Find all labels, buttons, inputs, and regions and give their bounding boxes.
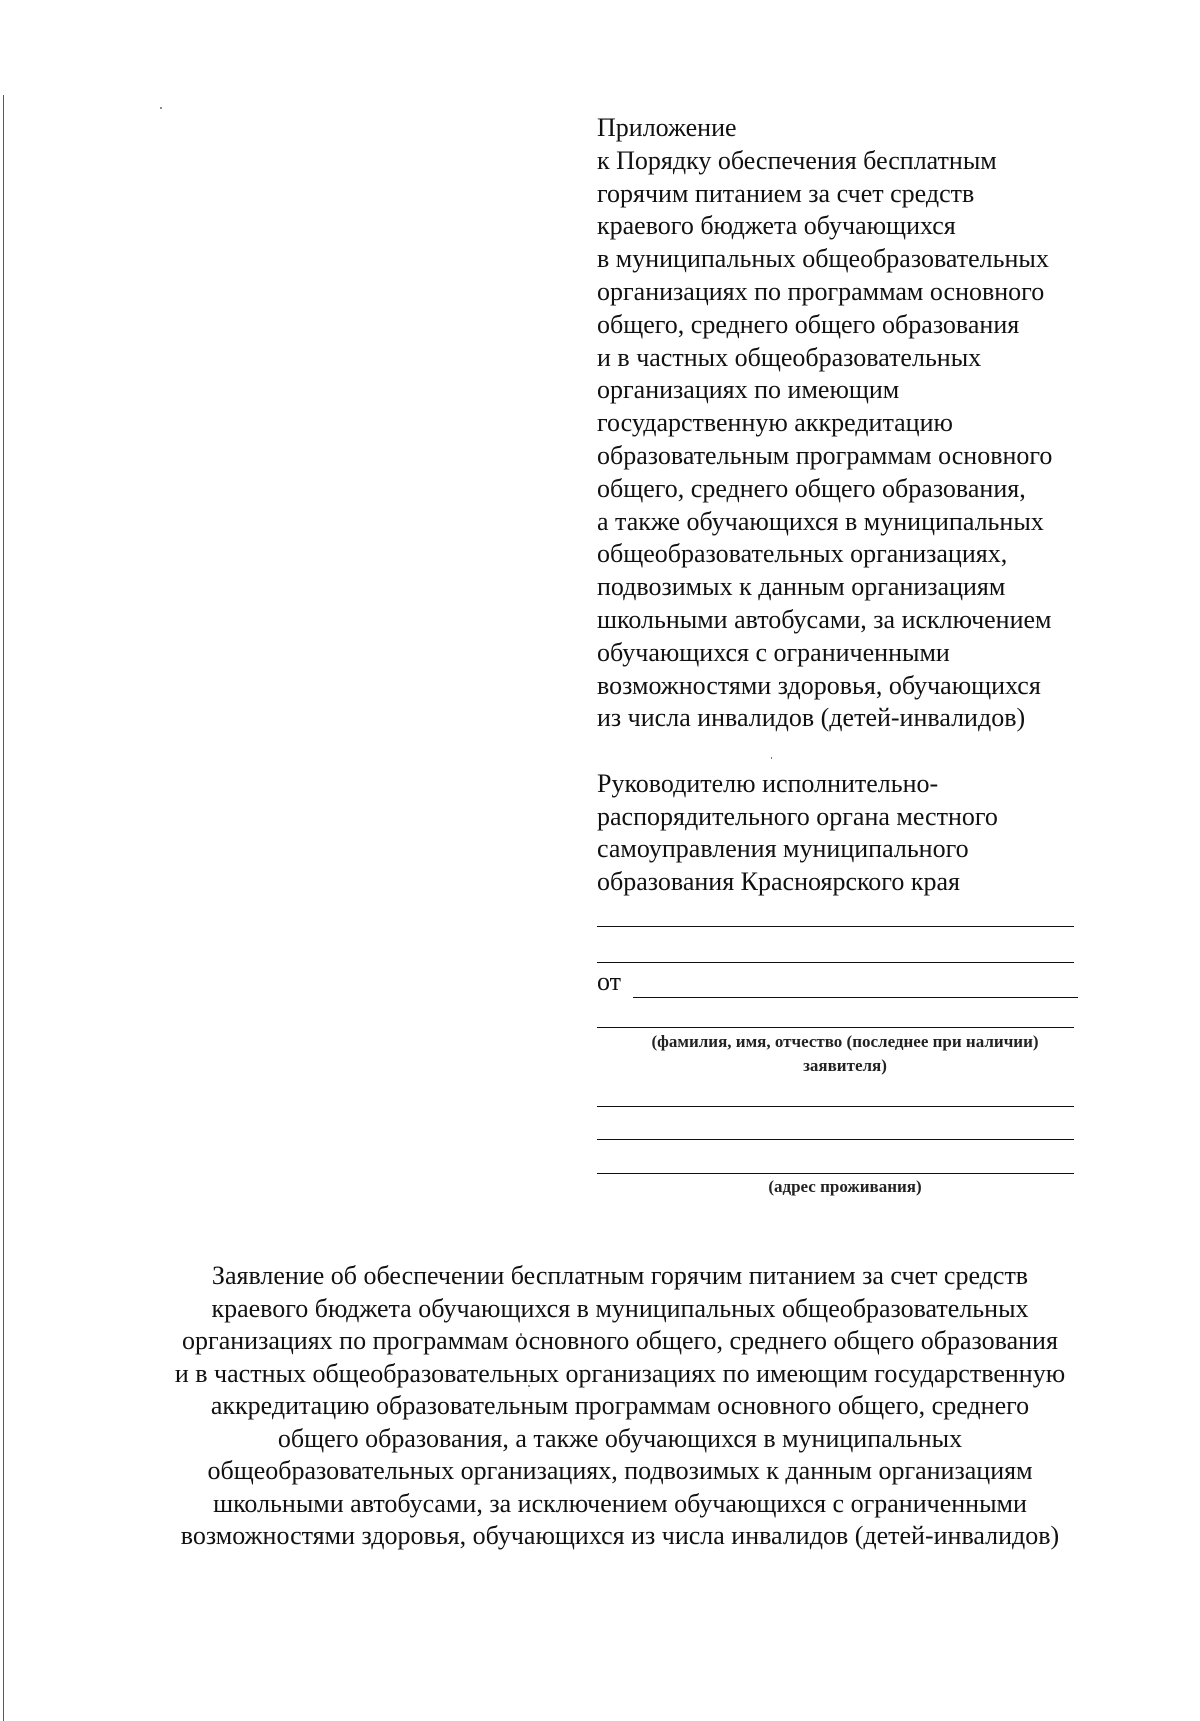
statement-line: краевого бюджета обучающихся в муниципальных общеобразовательных [211, 1293, 1029, 1323]
statement-line: Заявление об обеспечении бесплатным горячим питанием за счет средств [211, 1261, 1029, 1290]
address-blank-line[interactable] [597, 1106, 1074, 1107]
applicant-name-caption-line: (фамилия, имя, отчество (последнее при наличии) [651, 1032, 1039, 1051]
applicant-name-blank-line[interactable] [633, 997, 1078, 998]
appendix-line: государственную аккредитацию [597, 408, 953, 438]
appendix-line: возможностями здоровья, обучающихся [597, 670, 1041, 700]
addressee-line: самоуправления муниципального [597, 834, 969, 863]
statement-line: общего образования, а также обучающихся в муниципальных [277, 1423, 963, 1453]
appendix-line: горячим питанием за счет средств [597, 178, 975, 208]
statement-line: возможностями здоровья, обучающихся из числа инвалидов (детей-инвалидов) [180, 1521, 1060, 1550]
addressee-block [597, 768, 1117, 898]
addressee-name-blank-line[interactable] [597, 926, 1074, 927]
appendix-line: а также обучающихся в муниципальных [597, 506, 1044, 536]
appendix-line: школьными автобусами, за исключением [597, 604, 1052, 634]
statement-line: и в частных общеобразовательных организациях по имеющим государственную [174, 1358, 1066, 1388]
appendix-line: организациях по программам основного [597, 276, 1045, 306]
appendix-line: и в частных общеобразовательных [597, 342, 982, 372]
appendix-line: подвозимых к данным организациям [597, 572, 1006, 602]
address-blank-line[interactable] [597, 1139, 1074, 1140]
addressee-line: Руководителю исполнительно- [597, 769, 939, 798]
appendix-line: из числа инвалидов (детей-инвалидов) [597, 703, 1026, 733]
address-caption-text: (адрес проживания) [768, 1177, 922, 1196]
appendix-line: в муниципальных общеобразовательных [597, 244, 1049, 274]
addressee-line: распорядительного органа местного [597, 801, 998, 831]
scan-speck [771, 757, 772, 759]
statement-line: школьными автобусами, за исключением обучающихся с ограниченными [213, 1488, 1027, 1518]
addressee-name-blank-line[interactable] [597, 962, 1074, 963]
applicant-name-blank-line[interactable] [597, 1027, 1074, 1028]
appendix-line: общего, среднего общего образования [597, 309, 1020, 339]
appendix-line: обучающихся с ограниченными [597, 637, 950, 667]
appendix-line: общего, среднего общего образования, [597, 473, 1026, 503]
statement-line: аккредитацию образовательным программам основного общего, среднего [210, 1391, 1030, 1420]
address-caption [580, 1175, 1110, 1199]
scan-left-edge [3, 95, 4, 1721]
appendix-line: общеобразовательных организациях, [597, 539, 1008, 569]
appendix-line: краевого бюджета обучающихся [597, 211, 956, 241]
statement-line: организациях по программам основного общего, среднего общего образования [182, 1326, 1058, 1355]
appendix-line: к Порядку обеспечения бесплатным [597, 145, 997, 175]
applicant-name-caption [580, 1030, 1110, 1078]
from-label: от [597, 967, 622, 996]
appendix-line: образовательным программам основного [597, 440, 1053, 470]
appendix-line: Приложение [597, 113, 737, 142]
applicant-name-caption-line: заявителя) [803, 1056, 887, 1075]
address-blank-line[interactable] [597, 1173, 1074, 1174]
statement-title [130, 1260, 1110, 1553]
appendix-block [597, 112, 1117, 735]
appendix-line: организациях по имеющим [597, 375, 900, 405]
scan-speck [160, 107, 162, 109]
addressee-line: образования Красноярского края [597, 866, 960, 896]
statement-line: общеобразовательных организациях, подвозимых к данным организациям [207, 1456, 1033, 1485]
